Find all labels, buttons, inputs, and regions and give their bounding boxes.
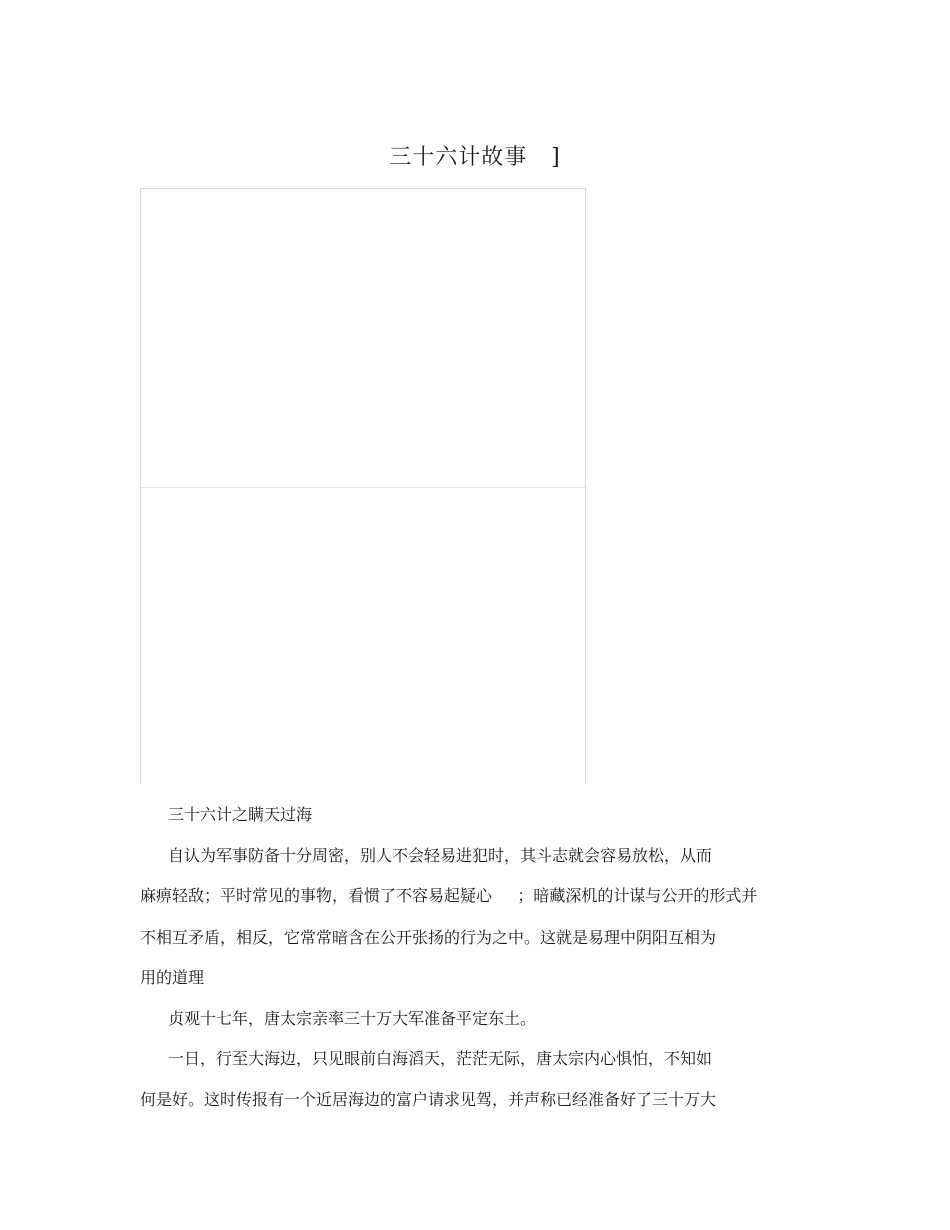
paragraph-line: 用的道理 bbox=[140, 968, 205, 987]
figure-frame bbox=[140, 188, 586, 784]
paragraph-line: 一日，行至大海边，只见眼前白海滔天，茫茫无际，唐太宗内心惧怕，不知如 bbox=[168, 1049, 713, 1068]
figure-divider bbox=[141, 487, 585, 488]
section-heading: 三十六计之瞒天过海 bbox=[168, 805, 313, 824]
paragraph-line: 不相互矛盾，相反，它常常暗含在公开张扬的行为之中。这就是易理中阴阳互相为 bbox=[140, 928, 717, 947]
paragraph-line: 贞观十七年，唐太宗亲率三十万大军准备平定东土。 bbox=[168, 1009, 537, 1028]
paragraph-line: 何是好。这时传报有一个近居海边的富户请求见驾，并声称已经准备好了三十万大 bbox=[140, 1090, 717, 1109]
paragraph-line: 自认为军事防备十分周密，别人不会轻易进犯时，其斗志就会容易放松，从而 bbox=[168, 846, 713, 865]
document-title: 三十六计故事 ] bbox=[389, 145, 561, 170]
paragraph-line: 麻痹轻敌；平时常见的事物，看惯了不容易起疑心 ；暗藏深机的计谋与公开的形式并 bbox=[140, 886, 758, 905]
